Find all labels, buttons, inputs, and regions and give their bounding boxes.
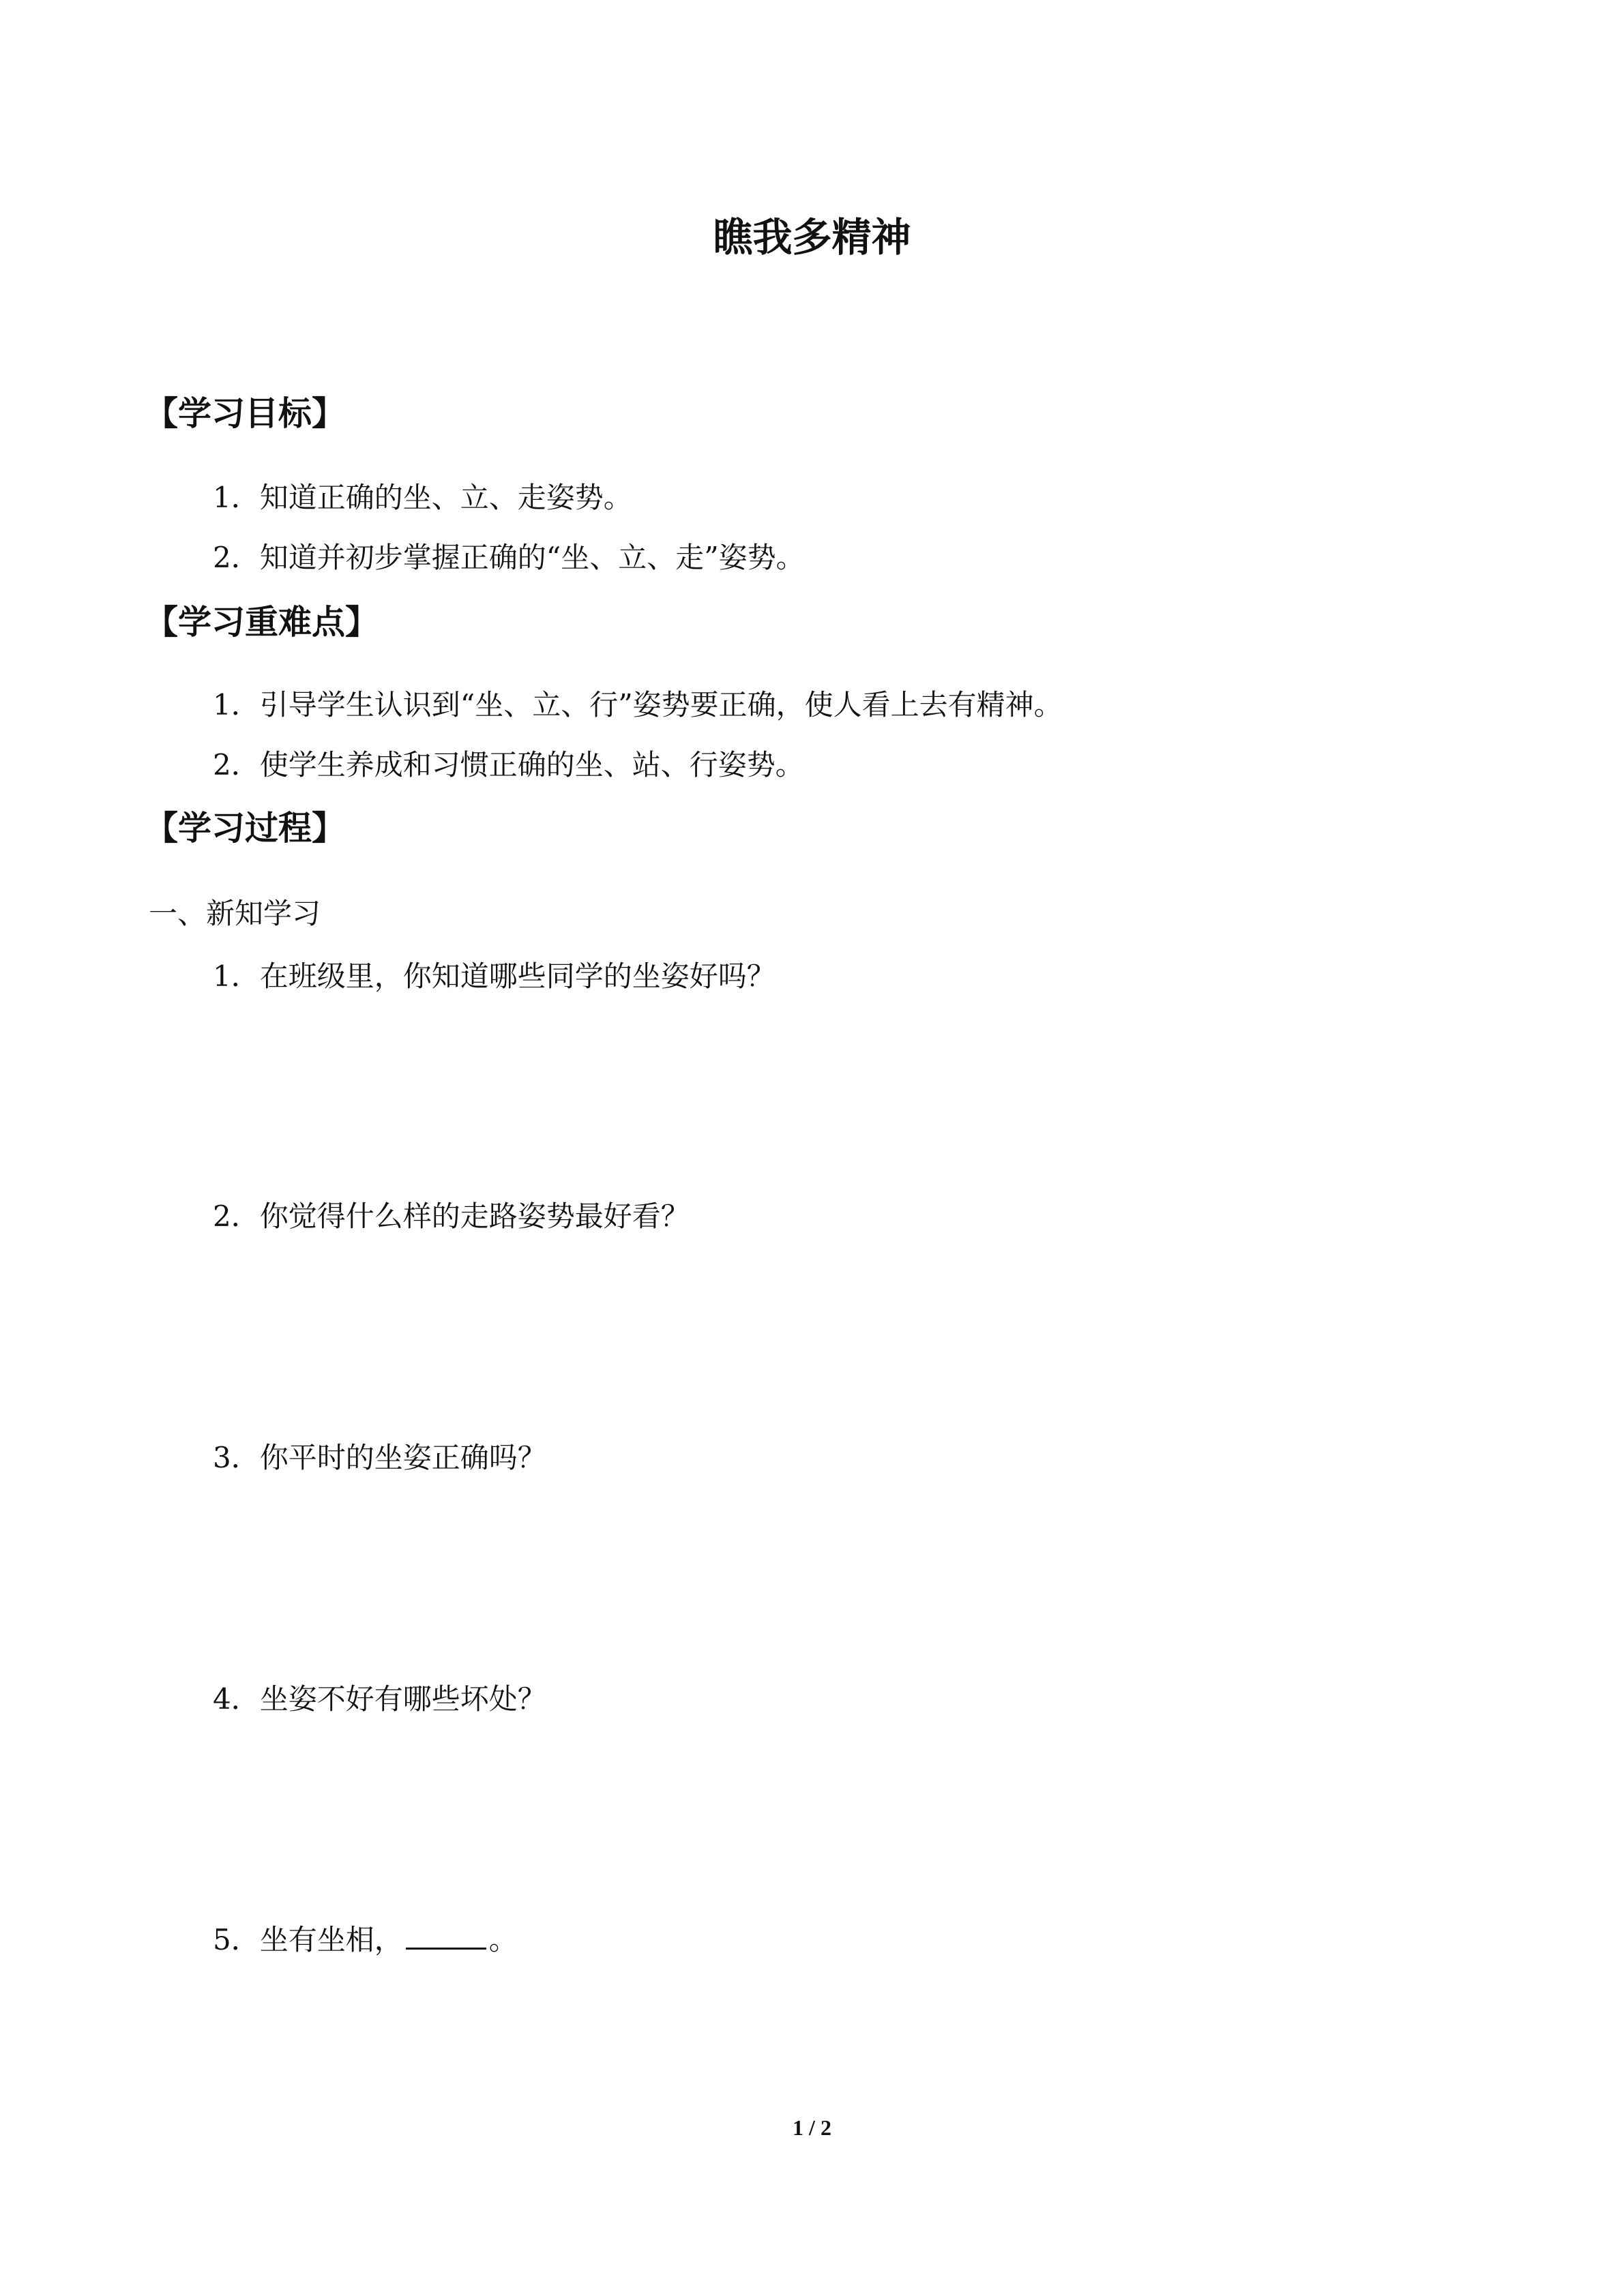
fill-in-suffix: 。 [488, 1923, 518, 1956]
fill-in-prefix: 5．坐有坐相， [213, 1923, 403, 1956]
answer-blank[interactable] [406, 1920, 486, 1950]
subsection-label: 一、新知学习 [149, 897, 321, 930]
key-point-item-1: 1．引导学生认识到“坐、立、行”姿势要正确，使人看上去有精神。 [213, 688, 1063, 721]
goals-heading: 【学习目标】 [145, 394, 346, 433]
page-number: 1 / 2 [793, 2115, 831, 2140]
question-1: 1．在班级里，你知道哪些同学的坐姿好吗？ [213, 959, 776, 993]
question-2: 2．你觉得什么样的走路姿势最好看？ [213, 1199, 690, 1233]
process-heading: 【学习过程】 [145, 809, 346, 848]
page-title: 瞧我多精神 [713, 214, 911, 260]
question-3: 3．你平时的坐姿正确吗？ [213, 1441, 546, 1474]
key-point-item-2: 2．使学生养成和习惯正确的坐、站、行姿势。 [213, 748, 804, 781]
question-4: 4．坐姿不好有哪些坏处？ [213, 1682, 546, 1716]
key-points-heading: 【学习重难点】 [145, 603, 379, 642]
question-5-fill-in [213, 1920, 518, 1960]
goal-item-2: 2．知道并初步掌握正确的“坐、立、走”姿势。 [213, 541, 805, 574]
goal-item-1: 1．知道正确的坐、立、走姿势。 [213, 481, 632, 514]
